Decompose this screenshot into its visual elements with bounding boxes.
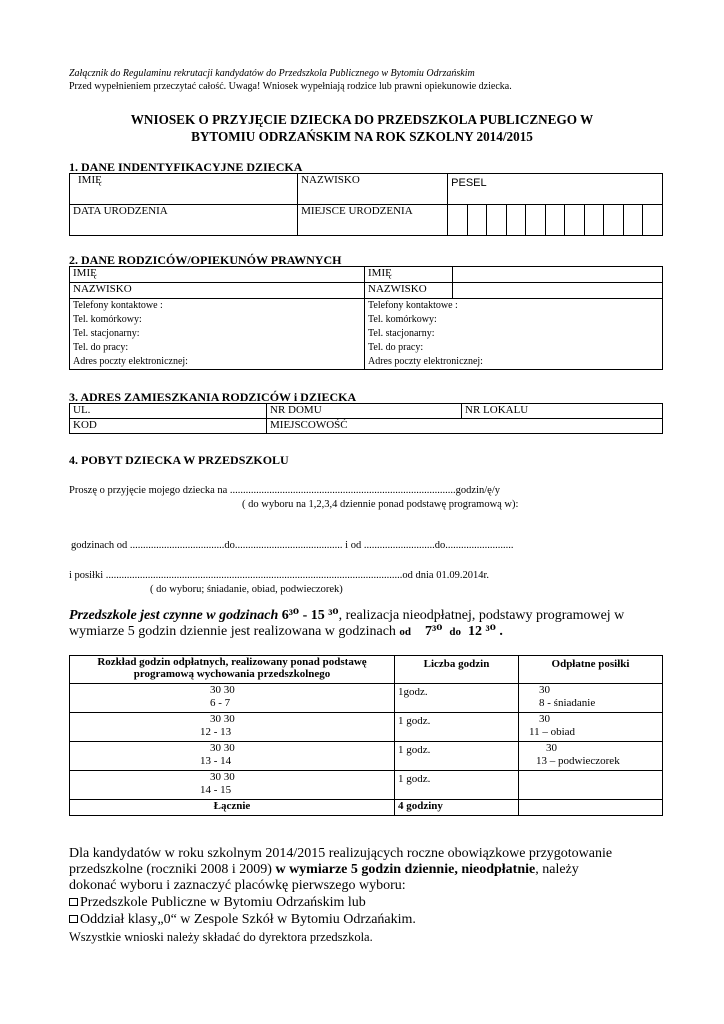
label-nazwisko: NAZWISKO (368, 283, 427, 295)
table-row (70, 742, 663, 771)
table-row (70, 771, 663, 800)
parent2-last-name-field[interactable] (453, 283, 663, 299)
flat-number-field[interactable] (462, 404, 663, 419)
time-slot-hours: 13 - 14 (200, 755, 232, 767)
checkbox-icon[interactable] (69, 898, 78, 906)
total-hours: 4 godziny (395, 800, 519, 816)
col-header-meals: Odpłatne posiłki (519, 656, 663, 684)
time-slot-minutes: 30 30 (210, 742, 235, 754)
option-preschool-label: Przedszkole Publiczne w Bytomiu Odrzańskim lub (80, 895, 366, 910)
table-row (70, 713, 663, 742)
option-class-zero-label: Oddział klasy„0“ w Zespole Szkół w Bytomiu Odrzańakim. (80, 912, 416, 927)
pesel-digit-box[interactable] (506, 205, 526, 236)
label-kod: KOD (73, 419, 97, 431)
meal-cell[interactable] (519, 742, 663, 771)
label-telefony: Telefony kontaktowe : (368, 300, 458, 311)
col-header-schedule: Rozkład godzin odpłatnych, realizowany ponad podstawę programową wychowania przedszkolnego (70, 656, 395, 684)
street-field[interactable] (70, 404, 267, 419)
child-last-name-field[interactable] (298, 174, 448, 205)
meal-minutes: 30 (546, 742, 557, 754)
title-line-1: WNIOSEK O PRZYJĘCIE DZIECKA DO PRZEDSZKOLA PUBLICZNEGO W (130, 112, 594, 127)
opening-hours-label: Przedszkole jest czynne w godzinach (69, 608, 279, 623)
label-data-urodzenia: DATA URODZENIA (73, 205, 168, 217)
opening-hours-paragraph (69, 608, 669, 640)
col-header-hours: Liczba godzin (395, 656, 519, 684)
label-tel-stacjonarny: Tel. stacjonarny: (368, 328, 435, 339)
free-hours-end: 12 ³⁰ (468, 624, 496, 639)
pesel-digit-box[interactable] (487, 205, 507, 236)
footer-line-2-end: , należy (535, 862, 579, 877)
meal-minutes: 30 (539, 713, 550, 725)
label-tel-komorkowy: Tel. komórkowy: (73, 314, 142, 325)
label-pesel: PESEL (451, 177, 487, 189)
hours-from-to-line[interactable]: godzinach od ....................................do......................................... i od ...........................do.......................... (71, 540, 514, 551)
time-slot-hours: 12 - 13 (200, 726, 232, 738)
paragraph-line2: wymiarze 5 godzin dziennie jest realizowana w godzinach (69, 624, 396, 639)
pesel-digit-box[interactable] (545, 205, 565, 236)
section3-heading: 3. ADRES ZAMIESZKANIA RODZICÓW i DZIECKA (69, 390, 357, 404)
submission-note: Wszystkie wnioski należy składać do dyrektora przedszkola. (69, 930, 373, 944)
time-slot-cell[interactable] (70, 771, 395, 800)
footer-line-3: dokonać wyboru i zaznaczyć placówkę pierwszego wyboru: (69, 878, 406, 893)
table-row (70, 684, 663, 713)
total-meals-cell (519, 800, 663, 816)
time-slot-cell[interactable] (70, 742, 395, 771)
pesel-digit-box[interactable] (448, 205, 468, 236)
paragraph-part2: , realizacja nieodpłatnej, podstawy programowej w (338, 608, 625, 623)
pesel-digit-box[interactable] (604, 205, 624, 236)
time-slot-cell[interactable] (70, 684, 395, 713)
address-table (69, 403, 663, 434)
label-nazwisko: NAZWISKO (301, 174, 360, 186)
label-tel-praca: Tel. do pracy: (368, 342, 424, 353)
paid-hours-table (69, 655, 663, 816)
time-slot-minutes: 30 30 (210, 684, 235, 696)
stay-hours-line[interactable]: Proszę o przyjęcie mojego dziecka na ......................................................................................godzin/ę/y (69, 485, 501, 496)
parent1-contact-field[interactable] (70, 299, 365, 370)
meals-line[interactable]: i posiłki .................................................................................................................od dnia 01.09.2014r. (69, 570, 489, 581)
total-label: Łącznie (70, 800, 395, 816)
parent2-last-name-label (365, 283, 453, 299)
header-instruction: Przed wypełnieniem przeczytać całość. Uwaga! Wniosek wypełniają rodzice lub prawni opiekunowie dziecka. (69, 81, 512, 92)
option-preschool[interactable] (69, 895, 366, 911)
label-imie: IMIĘ (368, 267, 392, 279)
label-tel-komorkowy: Tel. komórkowy: (368, 314, 437, 325)
pesel-digit-box[interactable] (467, 205, 487, 236)
label-miejsce-urodzenia: MIEJSCE URODZENIA (301, 205, 413, 217)
label-miejscowosc: MIEJSCOWOŚĆ (270, 419, 348, 431)
meal-cell[interactable] (519, 684, 663, 713)
section2-heading: 2. DANE RODZICÓW/OPIEKUNÓW PRAWNYCH (69, 253, 342, 267)
pesel-digit-box[interactable] (643, 205, 663, 236)
table-row-total (70, 800, 663, 816)
parent2-first-name-label (365, 267, 453, 283)
pesel-digit-box[interactable] (526, 205, 546, 236)
pesel-digit-box[interactable] (623, 205, 643, 236)
option-class-zero[interactable] (69, 912, 416, 928)
checkbox-icon[interactable] (69, 915, 78, 923)
child-birth-place-field[interactable] (298, 205, 448, 236)
paragraph-do: do (449, 626, 462, 638)
stay-hours-note: ( do wyboru na 1,2,3,4 dziennie ponad podstawę programową w): (242, 499, 519, 510)
label-imie: IMIĘ (78, 174, 102, 186)
section4-heading: 4. POBYT DZIECKA W PRZEDSZKOLU (69, 453, 289, 467)
free-hours-start: 7³⁰ (425, 624, 443, 639)
footer-line-2-bold: w wymiarze 5 godzin dziennie, nieodpłatnie (275, 862, 536, 877)
hours-cell[interactable]: 1 godz. (395, 742, 519, 771)
label-tel-stacjonarny: Tel. stacjonarny: (73, 328, 140, 339)
time-slot-cell[interactable] (70, 713, 395, 742)
label-ul: UL. (73, 404, 91, 416)
label-imie: IMIĘ (73, 267, 97, 279)
postal-code-field[interactable] (70, 419, 267, 434)
opening-hours-value: 6³⁰ - 15 ³⁰ (281, 608, 339, 623)
hours-cell[interactable]: 1godz. (395, 684, 519, 713)
parents-table (69, 266, 663, 370)
label-nazwisko: NAZWISKO (73, 283, 132, 295)
time-slot-hours: 6 - 7 (210, 697, 231, 709)
meal-time: 11 – obiad (529, 726, 576, 738)
footer-line-2: przedszkolne (roczniki 2008 i 2009) (69, 862, 272, 877)
label-telefony: Telefony kontaktowe : (73, 300, 163, 311)
paragraph-dot: . (499, 624, 503, 639)
meal-time: 13 – podwieczorek (536, 755, 620, 767)
house-number-field[interactable] (267, 404, 462, 419)
hours-cell[interactable]: 1 godz. (395, 713, 519, 742)
paragraph-od: od (399, 626, 412, 638)
hours-cell[interactable]: 1 godz. (395, 771, 519, 800)
meal-cell[interactable] (519, 771, 663, 800)
child-first-name-field[interactable] (70, 174, 298, 205)
label-tel-praca: Tel. do pracy: (73, 342, 129, 353)
title-line-2: BYTOMIU ODRZAŃSKIM NA ROK SZKOLNY 2014/2015 (191, 129, 533, 144)
meal-cell[interactable] (519, 713, 663, 742)
child-birth-date-field[interactable] (70, 205, 298, 236)
footer-paragraph (69, 846, 663, 894)
pesel-digit-box[interactable] (565, 205, 585, 236)
label-email: Adres poczty elektronicznej: (368, 356, 483, 367)
time-slot-minutes: 30 30 (210, 771, 235, 783)
header-attachment-note: Załącznik do Regulaminu rekrutacji kandydatów do Przedszkola Publicznego w Bytomiu Odrzańskim (69, 68, 475, 79)
parent1-last-name-field[interactable] (70, 283, 365, 299)
meal-minutes: 30 (539, 684, 550, 696)
parent2-contact-field[interactable] (365, 299, 663, 370)
label-email: Adres poczty elektronicznej: (73, 356, 188, 367)
label-nr-domu: NR DOMU (270, 404, 322, 416)
parent2-first-name-field[interactable] (453, 267, 663, 283)
child-data-table (69, 173, 663, 236)
label-nr-lokalu: NR LOKALU (465, 404, 529, 416)
footer-line-1: Dla kandydatów w roku szkolnym 2014/2015 realizujących roczne obowiązkowe przygotowanie (69, 846, 613, 861)
meals-note: ( do wyboru; śniadanie, obiad, podwieczorek) (150, 584, 343, 595)
meal-time: 8 - śniadanie (539, 697, 596, 709)
pesel-digit-box[interactable] (584, 205, 604, 236)
time-slot-hours: 14 - 15 (200, 784, 232, 796)
parent1-first-name-field[interactable] (70, 267, 365, 283)
time-slot-minutes: 30 30 (210, 713, 235, 725)
section1-heading: 1. DANE INDENTYFIKACYJNE DZIECKA (69, 160, 303, 174)
form-title (60, 111, 664, 145)
city-field[interactable] (267, 419, 663, 434)
child-pesel-field[interactable] (448, 174, 663, 205)
